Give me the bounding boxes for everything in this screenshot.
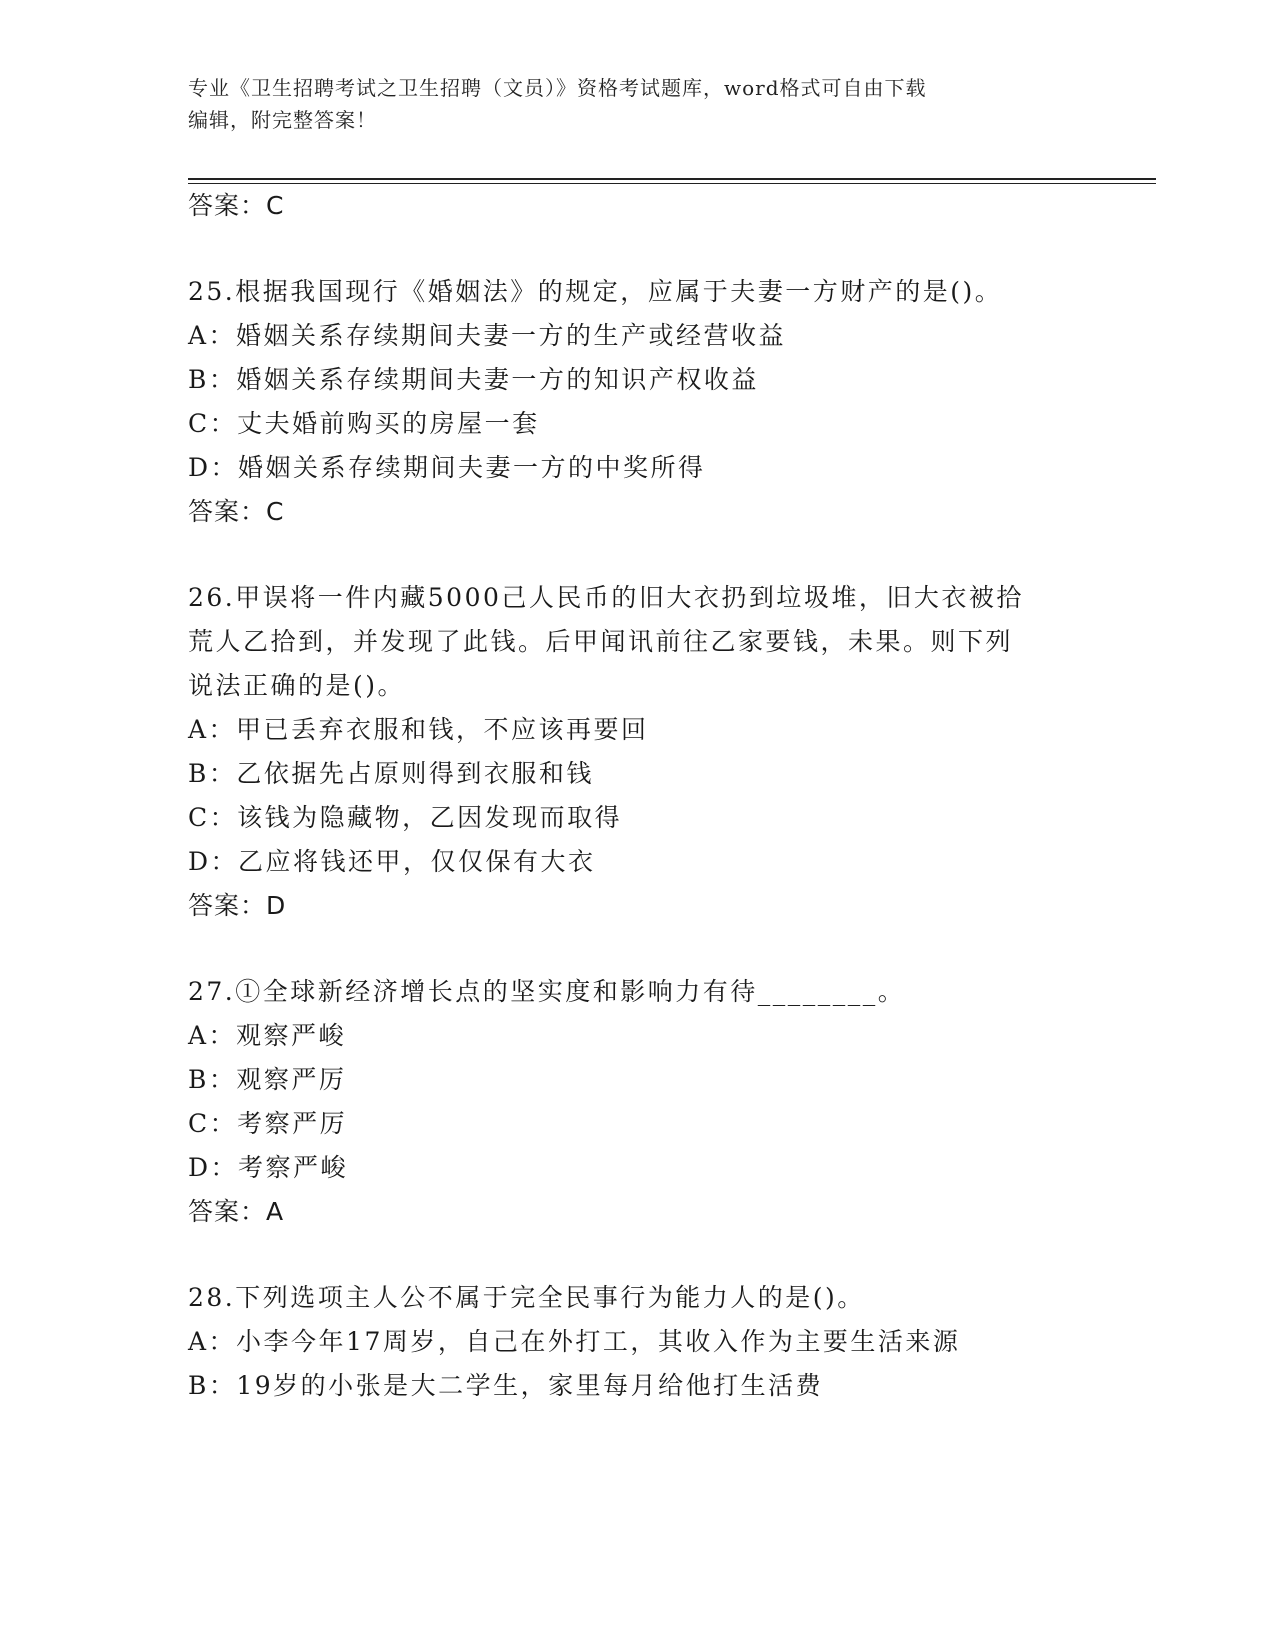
question-27-stem: 27.①全球新经济增长点的坚实度和影响力有待________。 xyxy=(188,977,906,1006)
question-26-option-c: C：该钱为隐藏物，乙因发现而取得 xyxy=(188,803,623,832)
question-25-answer: 答案：C xyxy=(188,497,285,526)
question-26-option-d: D：乙应将钱还甲，仅仅保有大衣 xyxy=(188,847,596,876)
answer-previous: 答案：C xyxy=(188,191,285,220)
header-divider xyxy=(188,178,1156,184)
question-25-option-d: D：婚姻关系存续期间夫妻一方的中奖所得 xyxy=(188,453,706,482)
question-26-option-a: A：甲已丢弃衣服和钱，不应该再要回 xyxy=(188,715,649,744)
question-26-option-b: B：乙依据先占原则得到衣服和钱 xyxy=(188,759,594,788)
question-25-option-a: A：婚姻关系存续期间夫妻一方的生产或经营收益 xyxy=(188,321,787,350)
question-27-option-c: C：考察严厉 xyxy=(188,1109,348,1138)
question-27-option-a: A：观察严峻 xyxy=(188,1021,347,1050)
question-28-option-b: B：19岁的小张是大二学生，家里每月给他打生活费 xyxy=(188,1371,824,1400)
question-27-answer: 答案：A xyxy=(188,1197,285,1226)
question-27-option-b: B：观察严厉 xyxy=(188,1065,347,1094)
question-27-option-d: D：考察严峻 xyxy=(188,1153,349,1182)
header-line-2: 编辑，附完整答案！ xyxy=(188,108,377,132)
question-25-option-b: B：婚姻关系存续期间夫妻一方的知识产权收益 xyxy=(188,365,759,394)
question-28-option-a: A：小李今年17周岁，自己在外打工，其收入作为主要生活来源 xyxy=(188,1327,961,1356)
question-26-stem-line-1: 26.甲误将一件内藏5000己人民币的旧大衣扔到垃圾堆，旧大衣被拾 xyxy=(188,583,1024,612)
question-25-stem: 25.根据我国现行《婚姻法》的规定，应属于夫妻一方财产的是()。 xyxy=(188,277,1003,306)
question-26-stem-line-3: 说法正确的是()。 xyxy=(188,671,406,700)
document-header xyxy=(188,72,1088,136)
question-26-stem-line-2: 荒人乙拾到，并发现了此钱。后甲闻讯前往乙家要钱，未果。则下列 xyxy=(188,627,1014,656)
question-26-answer: 答案：D xyxy=(188,891,287,920)
question-28-stem: 28.下列选项主人公不属于完全民事行为能力人的是()。 xyxy=(188,1283,865,1312)
header-line-1: 专业《卫生招聘考试之卫生招聘（文员）》资格考试题库，word格式可自由下载 xyxy=(188,76,927,100)
question-25-option-c: C：丈夫婚前购买的房屋一套 xyxy=(188,409,540,438)
